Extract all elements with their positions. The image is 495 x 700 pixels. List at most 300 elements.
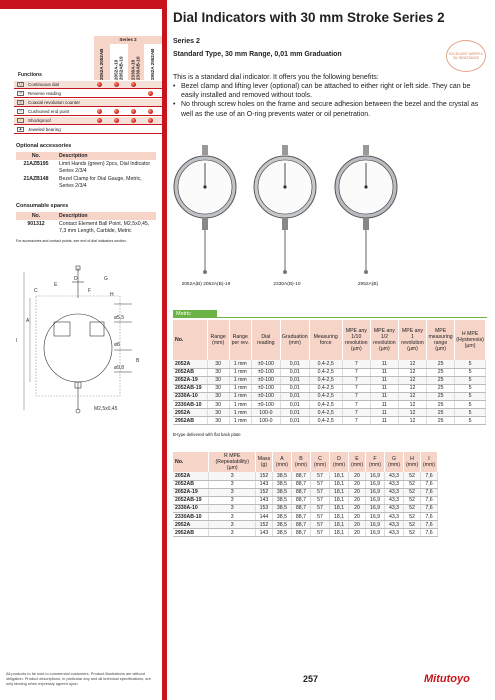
accessory-no: 21AZB148 — [23, 176, 49, 182]
table-cell: 0,01 — [280, 409, 309, 417]
table-cell: 43,3 — [385, 521, 404, 529]
table-cell: 30 — [207, 384, 229, 392]
table-cell: 0,4-2,5 — [309, 376, 342, 384]
table-cell: 5 — [455, 360, 486, 368]
table-cell: 7,6 — [420, 504, 437, 512]
table-cell: 7 — [342, 417, 370, 425]
table-cell: 11 — [370, 360, 398, 368]
table-cell: 11 — [370, 384, 398, 392]
table-cell: 100-0 — [251, 409, 280, 417]
table-cell: 11 — [370, 376, 398, 384]
table-row — [173, 384, 486, 392]
accessory-desc: Limit Hands (green) 2pcs, Dial Indicator Series 2/3/4 — [59, 161, 151, 174]
table-cell: 57 — [311, 504, 330, 512]
column-header: B (mm) — [291, 452, 310, 472]
model-number-cell: 2052AB — [173, 368, 207, 376]
table-row — [173, 400, 486, 408]
dim-label: B — [136, 358, 140, 364]
table-cell: 18,1 — [330, 512, 349, 520]
table-row — [173, 392, 486, 400]
optional-accessories-heading: Optional accessories — [16, 143, 72, 149]
table-cell: 1 mm — [229, 368, 251, 376]
table-cell: 16,9 — [365, 488, 384, 496]
table-cell: 38,5 — [272, 512, 291, 520]
table-cell: 143 — [256, 529, 273, 537]
table-cell: 38,5 — [272, 472, 291, 480]
table-cell: 30 — [207, 417, 229, 425]
column-header: MPE any 1/2 revolution (µm) — [370, 320, 398, 360]
table-cell: 43,3 — [385, 529, 404, 537]
matrix-row-label: Coaxial revolution counter — [28, 100, 81, 105]
matrix-row-label: Reverse reading — [28, 91, 62, 96]
dimension-table — [173, 452, 438, 537]
table-row — [16, 160, 156, 175]
footer-disclaimer: All products to be sold to commercial customers. Product illustrations are without obligation. Product descriptions, in particular any and all technical specifications, are only binding when expressly agreed upon. — [6, 671, 151, 687]
matrix-row — [14, 81, 162, 89]
table-cell: 7 — [342, 360, 370, 368]
table-cell: 18,1 — [330, 480, 349, 488]
dial-image-2952 — [333, 145, 399, 280]
table-cell: 38,5 — [272, 504, 291, 512]
benefit-list — [173, 82, 488, 119]
model-number-cell: 2952AB — [173, 529, 209, 537]
table-cell: 52 — [404, 480, 421, 488]
column-header: No. — [173, 452, 209, 472]
dim-label: E — [54, 282, 58, 288]
table-row — [16, 175, 156, 190]
matrix-row-label: Shockproof — [28, 118, 51, 123]
dim-label: D — [74, 276, 78, 282]
dim-label: M2,5x0,45 — [94, 406, 118, 412]
matrix-col-header: 2052A-19 2052AB-19 — [113, 56, 124, 80]
table-cell: 16,9 — [365, 529, 384, 537]
table-row — [16, 220, 156, 235]
table-cell: 1 mm — [229, 409, 251, 417]
matrix-row — [14, 117, 162, 125]
table-cell: 57 — [311, 521, 330, 529]
dim-label: G — [104, 276, 108, 282]
table-row — [173, 360, 486, 368]
shock-icon: ⚡ — [18, 118, 23, 122]
dim-label: ø5,5 — [114, 315, 125, 321]
model-number-cell: 2052AB-19 — [173, 384, 207, 392]
page-subtitle: Standard Type, 30 mm Range, 0,01 mm Graduation — [173, 51, 342, 58]
page-number: 257 — [303, 674, 319, 684]
table-cell: 88,7 — [291, 512, 310, 520]
table-cell: 18,1 — [330, 496, 349, 504]
model-number-cell: 2952A — [173, 409, 207, 417]
table-cell: 3 — [209, 480, 256, 488]
benefit-item: • Bezel clamp and lifting lever (optional) can be attached to either right or left side. They can be easily installed and removed without tools. — [173, 82, 488, 100]
dim-label: ø9,8 — [114, 365, 125, 371]
table-cell: 7 — [342, 400, 370, 408]
reverse-icon: ↺ — [17, 91, 24, 96]
feature-dot — [148, 91, 153, 96]
dial-image-2330 — [252, 145, 318, 280]
table-cell: 3 — [209, 512, 256, 520]
table-cell: 52 — [404, 488, 421, 496]
table-cell: 12 — [398, 360, 426, 368]
table-cell: 7,6 — [420, 480, 437, 488]
col-desc: Description — [56, 152, 156, 160]
column-header: H MPE (Hysteresis) (µm) — [455, 320, 486, 360]
table-cell: 0,01 — [280, 400, 309, 408]
table-cell: 57 — [311, 488, 330, 496]
table-row — [173, 488, 438, 496]
table-cell: 7 — [342, 368, 370, 376]
table-cell: 25 — [427, 392, 455, 400]
table-cell: 18,1 — [330, 472, 349, 480]
column-header: Measuring force — [309, 320, 342, 360]
counter-icon: ◎ — [17, 100, 24, 105]
column-header: Range (mm) — [207, 320, 229, 360]
table-cell: 52 — [404, 529, 421, 537]
dial-indicator-illustration — [252, 145, 318, 275]
table-cell: 5 — [455, 392, 486, 400]
feature-dot — [97, 118, 102, 123]
table-cell: 30 — [207, 368, 229, 376]
table-cell: 16,9 — [365, 512, 384, 520]
column-header: Range per rev. — [229, 320, 251, 360]
functions-label: Functions — [18, 72, 42, 78]
table-cell: 153 — [256, 504, 273, 512]
table-cell: 152 — [256, 521, 273, 529]
table-cell: 12 — [398, 376, 426, 384]
dim-label: C — [34, 288, 38, 294]
table-cell: 38,5 — [272, 488, 291, 496]
series-label: Series 2 — [173, 38, 200, 45]
column-header: R MPE (Repeatability) (µm) — [209, 452, 256, 472]
model-number-cell: 2052A-19 — [173, 488, 209, 496]
table-cell: 3 — [209, 529, 256, 537]
table-cell: 0,01 — [280, 368, 309, 376]
consumable-spares-heading: Consumable spares — [16, 203, 69, 209]
matrix-row — [14, 99, 162, 107]
dim-label: H — [110, 292, 114, 298]
col-no: No. — [16, 212, 56, 220]
dim-label: A — [26, 318, 30, 324]
jewel-icon: ◆ — [17, 127, 24, 132]
model-number-cell: 2052A — [173, 472, 209, 480]
table-cell: 20 — [349, 512, 366, 520]
table-cell: 25 — [427, 368, 455, 376]
table-row — [173, 368, 486, 376]
table-cell: 7 — [342, 409, 370, 417]
table-cell: 1 mm — [229, 384, 251, 392]
table-cell: 30 — [207, 409, 229, 417]
table-cell: 7,6 — [420, 472, 437, 480]
table-cell: 88,7 — [291, 504, 310, 512]
table-cell: 43,3 — [385, 480, 404, 488]
table-cell: 11 — [370, 417, 398, 425]
table-cell: 3 — [209, 504, 256, 512]
accessory-desc: Bezel Clamp for Dial Gauge, Metric, Series 2/3/4 — [59, 176, 142, 189]
table-cell: 52 — [404, 512, 421, 520]
column-header: Mass (g) — [256, 452, 273, 472]
table-cell: 43,3 — [385, 504, 404, 512]
feature-dot — [97, 82, 102, 87]
water-oil-badge — [446, 40, 486, 72]
table-cell: 0,01 — [280, 360, 309, 368]
table-cell: 0,4-2,5 — [309, 360, 342, 368]
table-cell: 25 — [427, 400, 455, 408]
table-cell: 57 — [311, 496, 330, 504]
column-header: MPE any 1/10 revolution (µm) — [342, 320, 370, 360]
table-cell: 25 — [427, 417, 455, 425]
table-cell: 0,4-2,5 — [309, 417, 342, 425]
spare-no: 901312 — [27, 221, 45, 227]
table-row — [173, 512, 438, 520]
table-cell: 57 — [311, 480, 330, 488]
table-cell: 25 — [427, 376, 455, 384]
table-cell: 25 — [427, 384, 455, 392]
accessory-no: 21AZB195 — [23, 161, 49, 167]
table-cell: 52 — [404, 496, 421, 504]
feature-dot — [131, 118, 136, 123]
table-cell: 143 — [256, 480, 273, 488]
optional-accessories-table — [16, 152, 156, 190]
technical-drawing — [14, 262, 164, 417]
table-cell: 5 — [455, 368, 486, 376]
table-cell: 20 — [349, 496, 366, 504]
column-header: No. — [173, 320, 207, 360]
table-cell: ±0-100 — [251, 384, 280, 392]
badge-text: EXCELLENT WATER & OIL RESISTANCE — [449, 52, 483, 60]
table-cell: 3 — [209, 521, 256, 529]
table-cell: 43,3 — [385, 496, 404, 504]
table-row — [173, 529, 438, 537]
table-cell: 3 — [209, 488, 256, 496]
table-cell: 20 — [349, 521, 366, 529]
table-cell: ±0-100 — [251, 360, 280, 368]
column-header: C (mm) — [311, 452, 330, 472]
matrix-row-label: Cushioned end point — [28, 109, 70, 114]
feature-dot — [114, 109, 119, 114]
table-cell: 5 — [455, 376, 486, 384]
table-cell: ±0-100 — [251, 368, 280, 376]
dial-caption: 2052A(B) 2052A(B)-19 — [181, 282, 231, 287]
model-number-cell: 2052A — [173, 360, 207, 368]
table-cell: 152 — [256, 472, 273, 480]
table-cell: 16,9 — [365, 504, 384, 512]
table-cell: 52 — [404, 472, 421, 480]
table-cell: 57 — [311, 472, 330, 480]
metric-tab: Metric — [173, 310, 217, 318]
table-cell: 7,6 — [420, 521, 437, 529]
table-cell: 11 — [370, 409, 398, 417]
col-no: No. — [16, 152, 56, 160]
table-cell: 18,1 — [330, 521, 349, 529]
table-cell: 30 — [207, 360, 229, 368]
column-header: F (mm) — [365, 452, 384, 472]
table-row — [173, 504, 438, 512]
table-cell: 0,01 — [280, 384, 309, 392]
table-cell: 88,7 — [291, 472, 310, 480]
table-cell: 30 — [207, 392, 229, 400]
table-cell: 38,5 — [272, 529, 291, 537]
table-cell: 88,7 — [291, 480, 310, 488]
table-cell: 88,7 — [291, 496, 310, 504]
dial-icon: ◯ — [18, 82, 23, 86]
table-cell: 11 — [370, 368, 398, 376]
table-cell: 16,9 — [365, 496, 384, 504]
table-cell: 1 mm — [229, 417, 251, 425]
table-cell: 1 mm — [229, 376, 251, 384]
table-cell: 30 — [207, 400, 229, 408]
column-header: Graduation (mm) — [280, 320, 309, 360]
table-cell: 1 mm — [229, 392, 251, 400]
table-cell: 12 — [398, 392, 426, 400]
table-row — [173, 496, 438, 504]
table-cell: 7,6 — [420, 512, 437, 520]
table-cell: 0,01 — [280, 417, 309, 425]
table-cell: 1 mm — [229, 400, 251, 408]
table-cell: 18,1 — [330, 504, 349, 512]
column-header: Dial reading — [251, 320, 280, 360]
cushion-icon: ▭ — [17, 109, 24, 114]
table-cell: 5 — [455, 417, 486, 425]
matrix-col-header: 2052A 2052AB — [94, 44, 110, 80]
dim-label: I — [16, 338, 18, 344]
column-header: D (mm) — [330, 452, 349, 472]
table-cell: 12 — [398, 368, 426, 376]
page-title: Dial Indicators with 30 mm Stroke Series 2 — [173, 10, 445, 25]
feature-dot — [148, 118, 153, 123]
table-cell: 16,9 — [365, 521, 384, 529]
matrix-row — [14, 126, 162, 134]
table-cell: 152 — [256, 488, 273, 496]
model-number-cell: 2330A-10 — [173, 392, 207, 400]
table-cell: 7,6 — [420, 488, 437, 496]
table-cell: 0,01 — [280, 376, 309, 384]
table-cell: 57 — [311, 529, 330, 537]
table-cell: 25 — [427, 360, 455, 368]
dial-caption: 2952A(B) — [357, 282, 379, 287]
matrix-row-label: Jeweled bearing — [28, 127, 61, 132]
table-cell: 143 — [256, 496, 273, 504]
matrix-row-label: Continuous dial — [28, 82, 60, 87]
table-cell: ±0-100 — [251, 392, 280, 400]
table-cell: 88,7 — [291, 488, 310, 496]
dial-indicator-illustration — [333, 145, 399, 275]
intro-text: This is a standard dial indicator. It offers you the following benefits: — [173, 74, 379, 81]
table-row — [173, 521, 438, 529]
table-cell: 25 — [427, 409, 455, 417]
table-row — [173, 417, 486, 425]
feature-dot — [114, 82, 119, 87]
dial-image-2052 — [172, 145, 238, 280]
table-cell: 12 — [398, 417, 426, 425]
table-cell: 43,3 — [385, 512, 404, 520]
table-cell: 1 mm — [229, 360, 251, 368]
table-cell: ±0-100 — [251, 400, 280, 408]
table-cell: 38,5 — [272, 496, 291, 504]
table-cell: 11 — [370, 400, 398, 408]
dim-label: ø8 — [114, 342, 120, 348]
feature-dot — [131, 109, 136, 114]
table-cell: 20 — [349, 480, 366, 488]
table-cell: 11 — [370, 392, 398, 400]
table-cell: 16,9 — [365, 480, 384, 488]
accessories-note: For accessories and contact points, see end of dial indicators section. — [16, 239, 127, 243]
table-cell: 43,3 — [385, 488, 404, 496]
benefit-item: • No through screw holes on the frame and secure adhesion between the bezel and the crystal as well as the use of an O-ring prevents water or oil penetration. — [173, 100, 488, 118]
table-cell: 20 — [349, 529, 366, 537]
table-cell: 20 — [349, 488, 366, 496]
table-cell: 7,6 — [420, 529, 437, 537]
feature-dot — [131, 82, 136, 87]
consumable-spares-table — [16, 212, 156, 235]
model-number-cell: 2952AB — [173, 417, 207, 425]
model-number-cell: 2330A-10 — [173, 504, 209, 512]
table-cell: 52 — [404, 521, 421, 529]
table-cell: ±0-100 — [251, 376, 280, 384]
column-header: MPE measuring range (µm) — [427, 320, 455, 360]
table-cell: 30 — [207, 376, 229, 384]
brand-logo: Mitutoyo — [424, 673, 470, 685]
table-cell: 0,4-2,5 — [309, 384, 342, 392]
table-cell: 20 — [349, 472, 366, 480]
table-cell: 7,6 — [420, 496, 437, 504]
table-cell: 7 — [342, 384, 370, 392]
feature-dot — [148, 109, 153, 114]
dim-label: F — [88, 288, 92, 294]
table-cell: 88,7 — [291, 521, 310, 529]
table-cell: 16,9 — [365, 472, 384, 480]
table-cell: 5 — [455, 384, 486, 392]
metric-spec-table — [173, 320, 486, 425]
table-cell: 0,4-2,5 — [309, 400, 342, 408]
spare-desc: Contact Element Ball Point, M2,5x0,45, 7,3 mm Length, Carbide, Metric — [59, 221, 150, 234]
table-cell: 0,01 — [280, 392, 309, 400]
dial-caption: 2330A(B)-10 — [273, 282, 301, 287]
col-desc: Description — [56, 212, 156, 220]
table-cell: 5 — [455, 409, 486, 417]
table-row — [173, 409, 486, 417]
matrix-row — [14, 90, 162, 98]
table-cell: 43,3 — [385, 472, 404, 480]
column-header: H (mm) — [404, 452, 421, 472]
column-header: I (mm) — [420, 452, 437, 472]
column-header: MPE any 1 revolution (µm) — [398, 320, 426, 360]
model-number-cell: 2952A — [173, 521, 209, 529]
matrix-col-header: 2952A 2952AB — [150, 48, 155, 80]
table-row — [173, 472, 438, 480]
column-header: E (mm) — [349, 452, 366, 472]
table-cell: 7 — [342, 392, 370, 400]
table-cell: 7 — [342, 376, 370, 384]
feature-dot — [114, 118, 119, 123]
dial-indicator-illustration — [172, 145, 238, 275]
table-cell: 12 — [398, 384, 426, 392]
table-cell: 38,5 — [272, 521, 291, 529]
matrix-row — [14, 108, 162, 116]
model-number-cell: 2052AB-19 — [173, 496, 209, 504]
column-header: G (mm) — [385, 452, 404, 472]
metric-table-note: B-type delivered with flat back plate — [173, 432, 241, 437]
table-row — [173, 480, 438, 488]
model-number-cell: 2052A-19 — [173, 376, 207, 384]
table-cell: 0,4-2,5 — [309, 392, 342, 400]
table-cell: 144 — [256, 512, 273, 520]
table-cell: 100-0 — [251, 417, 280, 425]
model-number-cell: 2330AB-10 — [173, 512, 209, 520]
metric-tab-line — [217, 317, 487, 318]
feature-dot — [97, 109, 102, 114]
table-cell: 57 — [311, 512, 330, 520]
table-cell: 88,7 — [291, 529, 310, 537]
top-red-bar — [0, 0, 162, 9]
